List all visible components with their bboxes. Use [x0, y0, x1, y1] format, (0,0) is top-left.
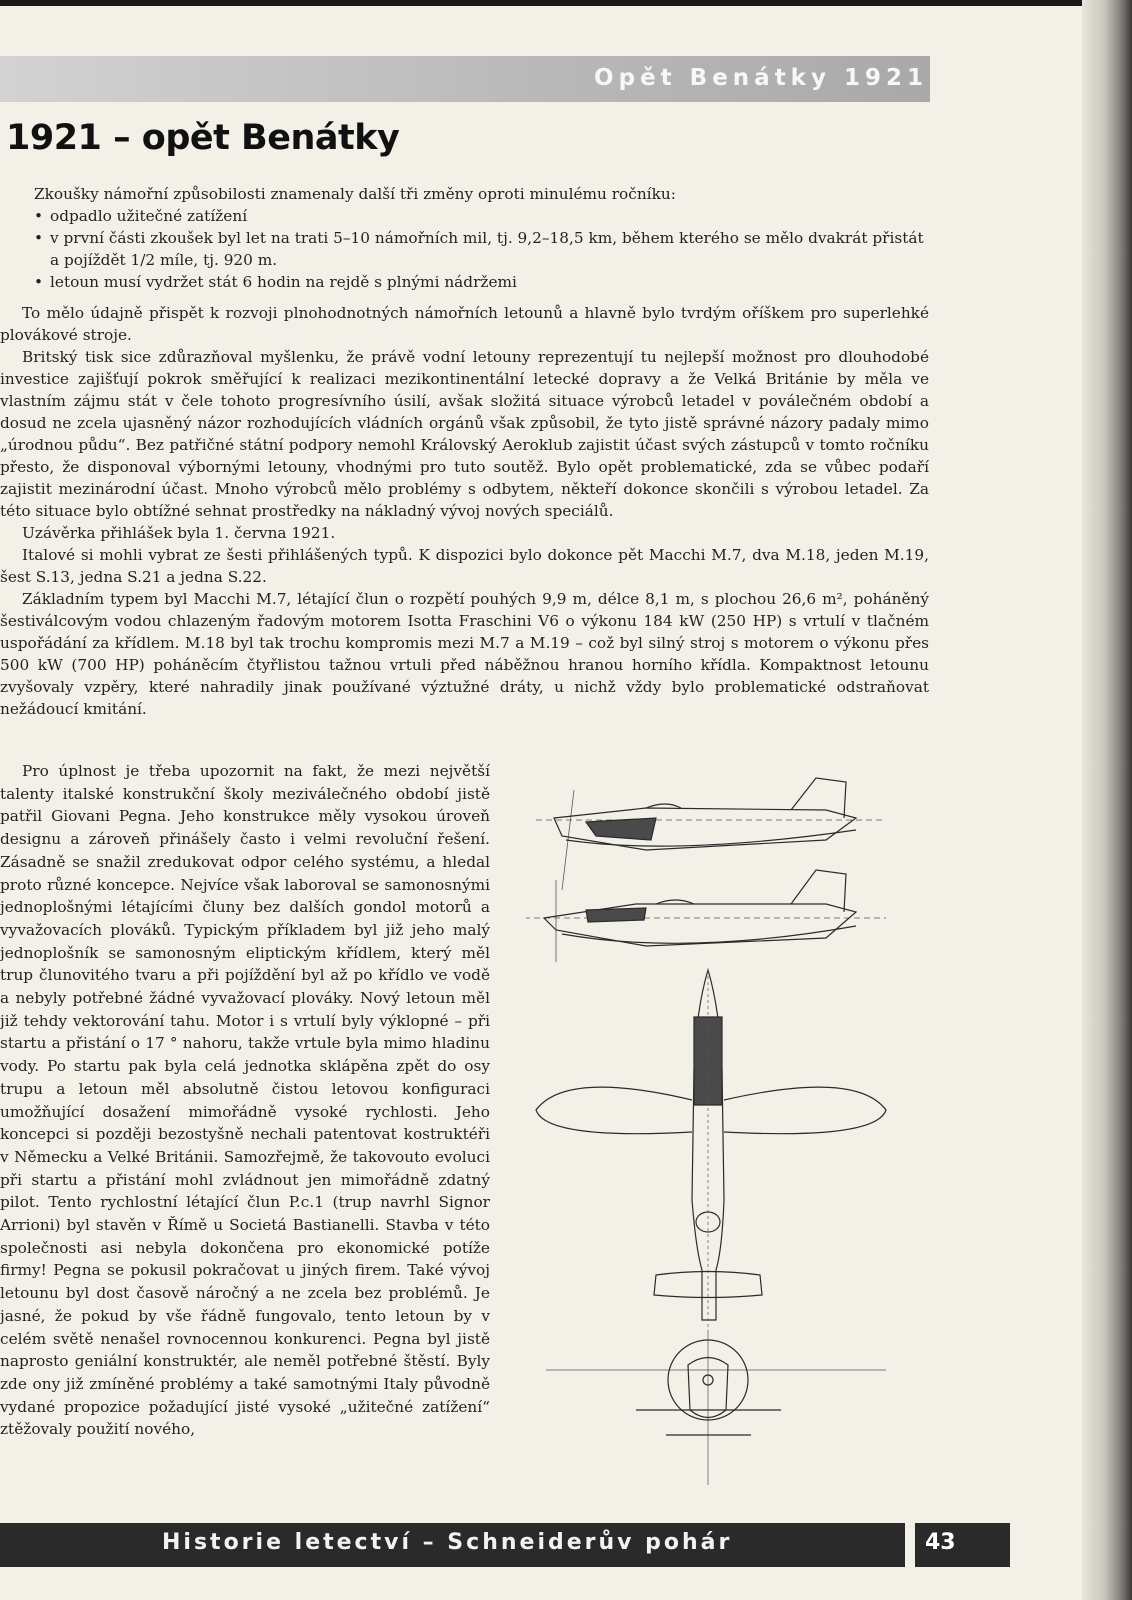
paragraph: Italové si mohli vybrat ze šesti přihlášených typů. K dispozici bylo dokonce pět Macchi M.7, dva M.18, jeden M.19, šest S.13, jedna S.21 a jedna S.22.: [0, 546, 929, 586]
footer-separator: [905, 1523, 915, 1567]
paragraph: To mělo údajně přispět k rozvoji plnohodnotných námořních letounů a hlavně bylo tvrdým oříškem pro superlehké plovákové stroje.: [0, 304, 929, 344]
page-title: 1921 – opět Benátky: [6, 118, 400, 158]
paragraph: Uzávěrka přihlášek byla 1. června 1921.: [22, 524, 336, 542]
bullet-item: • odpadlo užitečné zatížení: [34, 205, 929, 227]
page-top-edge: [0, 0, 1132, 6]
paragraph: Základním typem byl Macchi M.7, létající člun o rozpětí pouhých 9,9 m, délce 8,1 m, s plochou 26,6 m², poháněný šestiválcovým vodou chlazeným řadovým motorem Isotta Fraschini V6 o výkonu 184 kW (250 HP) s vrtulí v tlačném uspořádání za křídlem. M.18 byl tak trochu kompromis mezi M.7 a M.19 – což byl silný stroj s motorem o výkonu přes 500 kW (700 HP) poháněcím čtyřlistou tažnou vrtuli před náběžnou hranou horního křídla. Kompaktnost letounu zvyšovaly vzpěry, které nahradily jinak používané výztužné dráty, u nichž vždy bylo problematické odstraňovat nežádoucí kmitání.: [0, 590, 929, 718]
aircraft-drawing-svg: [526, 770, 916, 1485]
intro-section: [34, 183, 929, 293]
left-column-text: [0, 760, 490, 1441]
page-number: 43: [925, 1530, 956, 1555]
side-view-upper: [536, 778, 886, 890]
running-header-title: Opět Benátky 1921: [594, 65, 928, 91]
paragraph: Pro úplnost je třeba upozornit na fakt, že mezi největší talenty italské konstrukční školy meziválečného období jistě patřil Giovani Pegna. Jeho konstrukce měly vysokou úroveň designu a zároveň přinášely často i velmi revoluční řešení. Zásadně se snažil zredukovat odpor celého systému, a hledal proto různé koncepce. Nejvíce však laboroval se samonosnými jednoplošnými létajícími čluny bez dalších gondol motorů a vyvažovacích plováků. Typickým příkladem byl již jeho malý jednoplošník se samonosným eliptickým křídlem, který měl trup člunovitého tvaru a při pojíždění byl až po křídlo ve vodě a nebyly potřebné žádné vyvažovací plováky. Nový letoun měl již tehdy vektorování tahu. Motor i s vrtulí byly výklopné – při startu a přistání o 17 ° nahoru, takže vrtule byla mimo hladinu vody. Po startu pak byla celá jednotka sklápěna zpět do osy trupu a letoun měl absolutně čistou letovou konfiguraci umožňující dosažení mimořádně vysoké rychlosti. Jeho koncepci si později bezostyšně nechali patentovat kostruktéři v Německu a Velké Británii. Samozřejmě, že takovouto evoluci při startu a přistání mohl zvládnout jen mimořádně zdatný pilot. Tento rychlostní létající člun P.c.1 (trup navrhl Signor Arrioni) byl stavěn v Římě u Societá Bastianelli. Stavba v této společnosti asi nebyla dokončena pro ekonomické potíže firmy! Pegna se pokusil pokračovat u jiných firem. Také vývoj letounu byl dost časově náročný a ne zcela bez problémů. Je jasné, že pokud by vše řádně fungovalo, tento letoun by v celém světě nenašel rovnocennou konkurenci. Pegna byl jistě naprosto geniální konstruktér, ale neměl potřebné štěstí. Byly zde ony již zmíněné problémy a také samotnými Italy původně vydané propozice požadující jisté vysoké „užitečné zatížení“ ztěžovaly použití nového,: [0, 762, 490, 1439]
front-view: [546, 1330, 886, 1485]
plan-view: [536, 970, 886, 1330]
bullet-item: • v první části zkoušek byl let na trati 5–10 námořních mil, tj. 9,2–18,5 km, během kterého se mělo dvakrát přistát a pojíždět 1/2 míle, tj. 920 m.: [34, 227, 929, 271]
intro-bullet-list: [34, 205, 929, 293]
bullet-item: • letoun musí vydržet stát 6 hodin na rejdě s plnými nádržemi: [34, 271, 929, 293]
body-text: [0, 302, 929, 720]
intro-lead: Zkoušky námořní způsobilosti znamenaly další tři změny oproti minulému ročníku:: [34, 185, 676, 203]
aircraft-three-view-drawing: [526, 770, 916, 1485]
running-header: [0, 56, 930, 102]
running-footer: [0, 1523, 1010, 1567]
paragraph: Britský tisk sice zdůrazňoval myšlenku, že právě vodní letouny reprezentují tu nejlepší možnost pro dlouhodobé investice zajišťují pokrok směřující k realizaci mezikontinentální letecké dopravy a že Velká Británie by měla ve vlastním zájmu stát v čele tohoto progresívního úsilí, avšak složitá situace výrobců letadel v poválečném období a dosud ne zcela ujasněný názor rozhodujících vládních orgánů však způsobil, že tyto jistě správné názory padaly mimo „úrodnou půdu“. Bez patřičné státní podpory nemohl Královský Aeroklub zajistit účast svých zástupců v tomto ročníku přesto, že disponoval výbornými letouny, vhodnými pro tuto soutěž. Bylo opět problematické, zda se vůbec podaří zajistit mezinárodní účast. Mnoho výrobců mělo problémy s odbytem, někteří dokonce skončili s výrobou letadel. Za této situace bylo obtížné sehnat prostředky na nákladný vývoj nových speciálů.: [0, 348, 929, 520]
side-view-lower: [526, 870, 886, 962]
book-gutter-shadow: [1082, 0, 1132, 1600]
footer-book-title: Historie letectví – Schneiderův pohár: [162, 1530, 733, 1555]
